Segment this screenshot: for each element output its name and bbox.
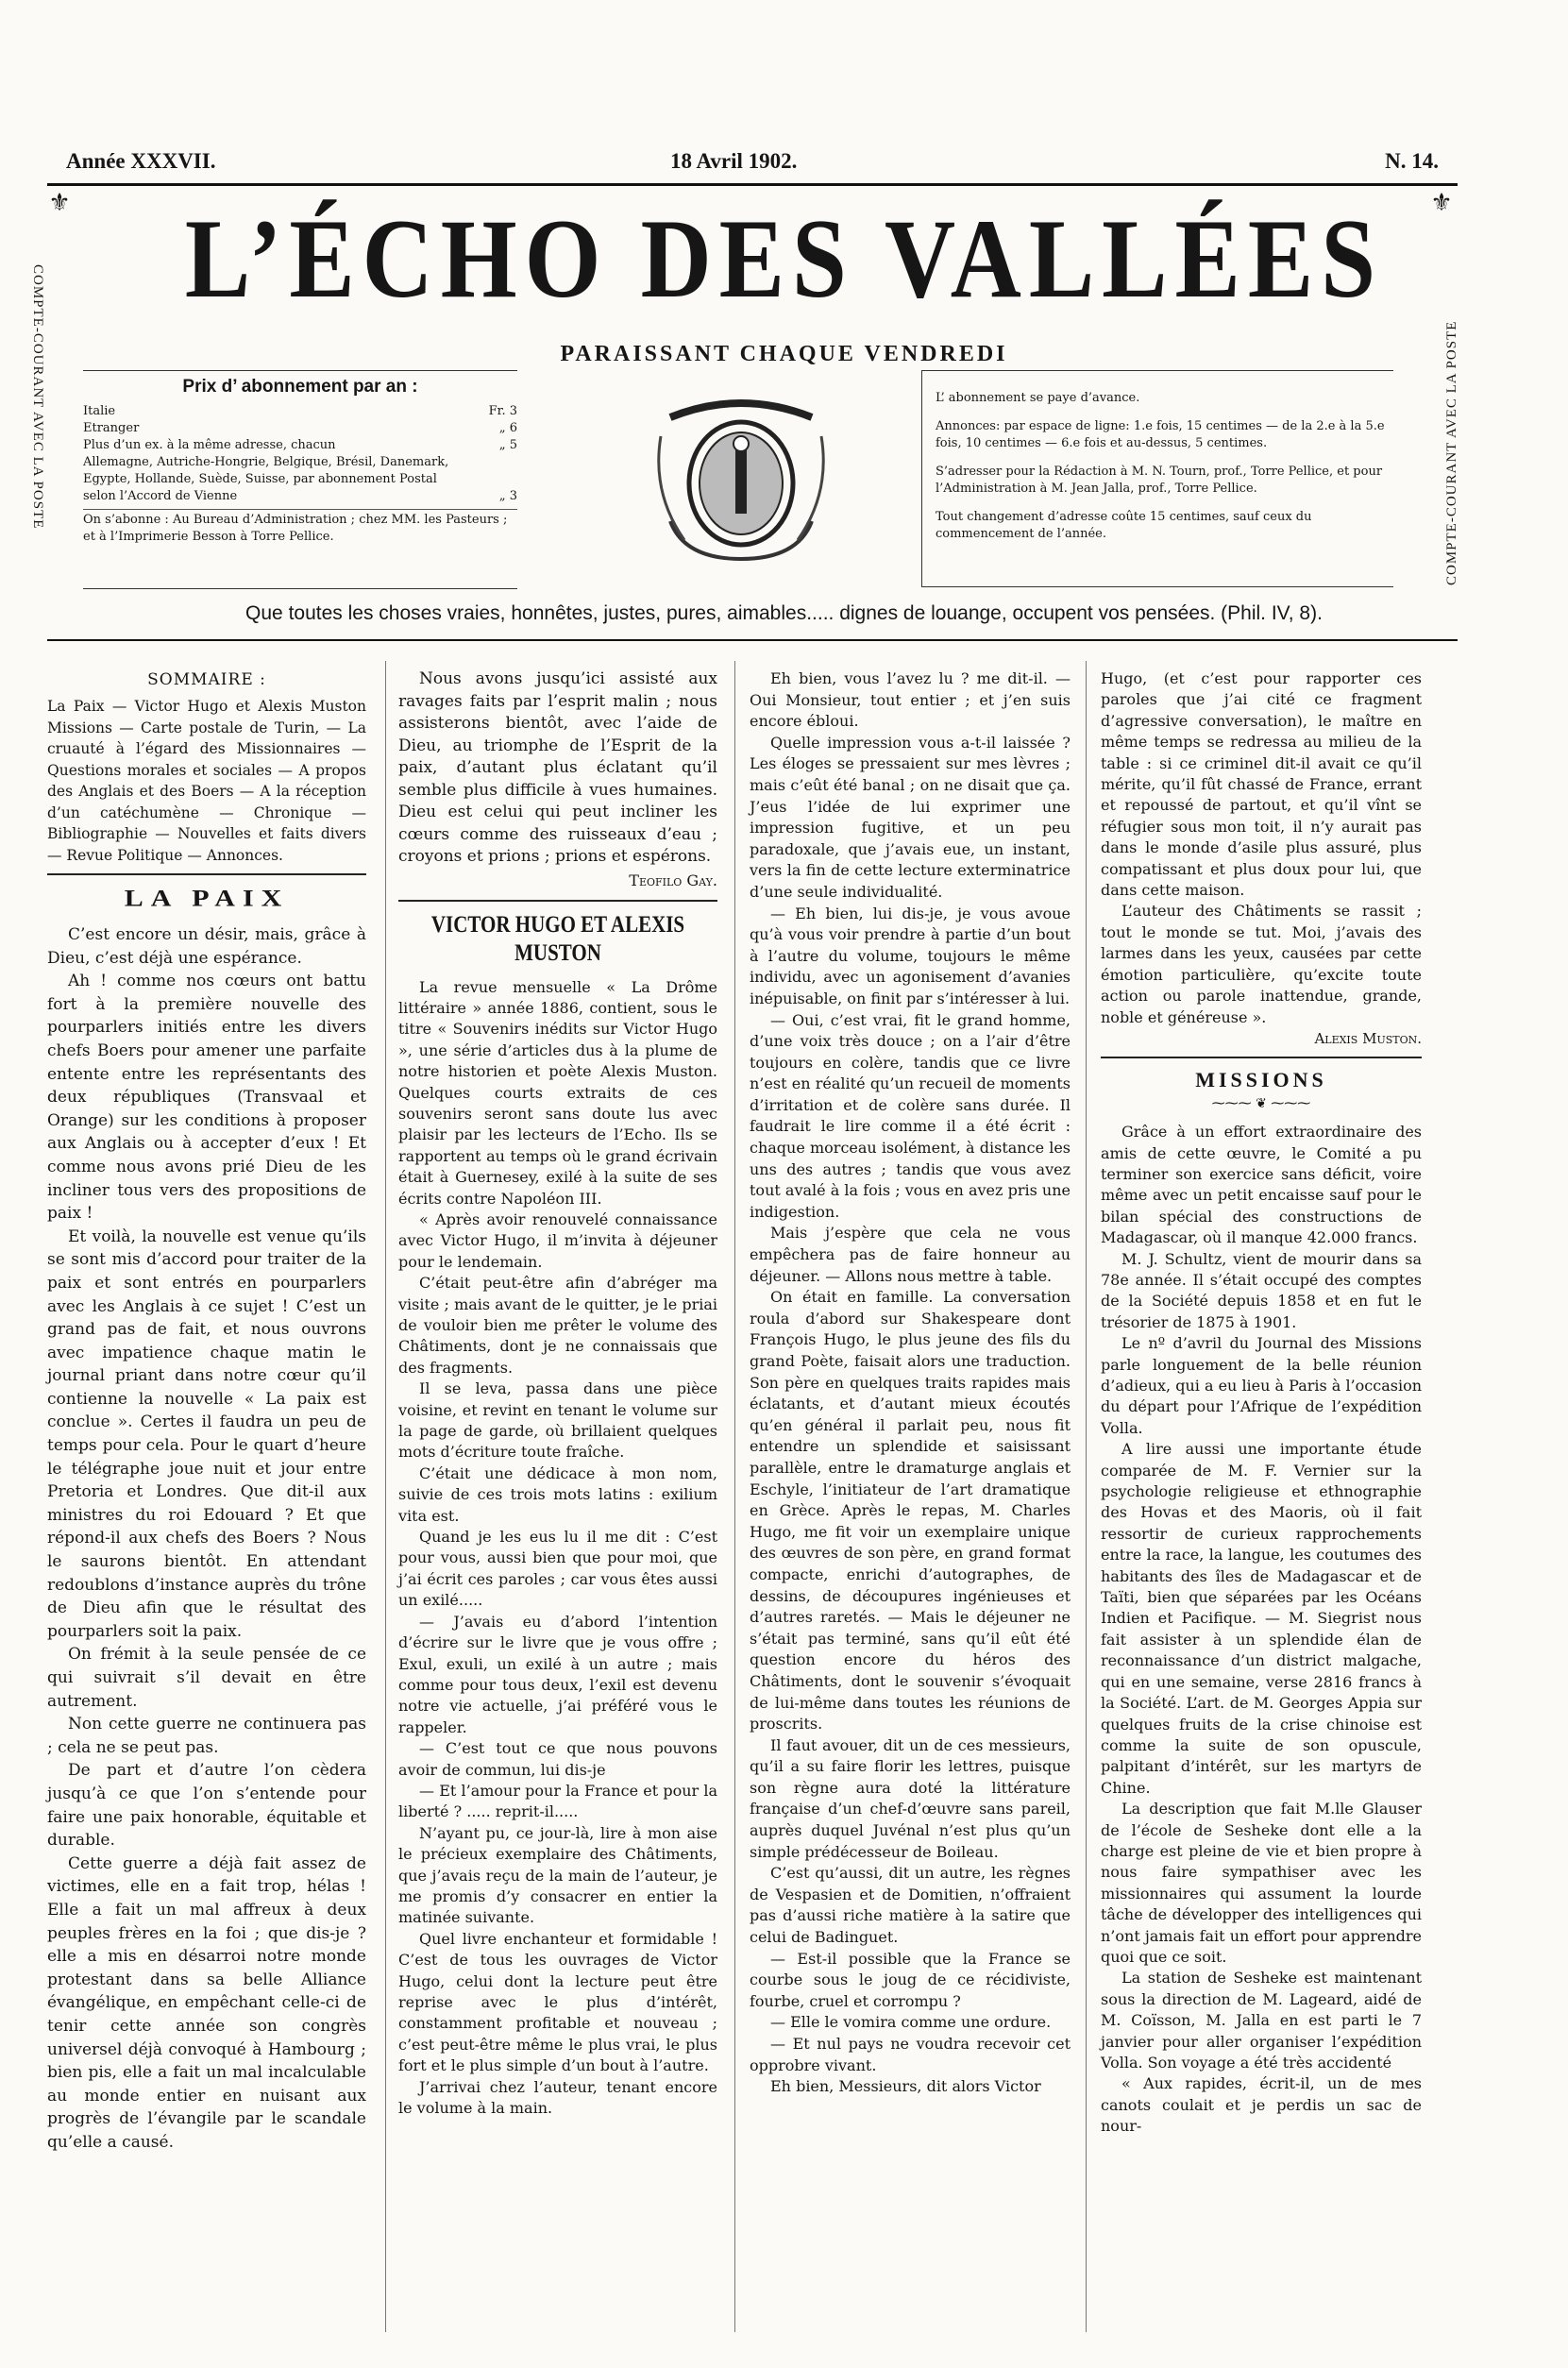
column-rule (734, 661, 735, 2332)
ornament-left-icon: ⚜ (48, 189, 71, 217)
info-line: L’ abonnement se paye d’avance. (936, 391, 1140, 405)
article-paragraph: Quand je les eus lu il me dit : C’est pour vous, aussi bien que pour moi, que j’ai écrit ces paroles ; car vous êtes aussi un exilé..... (398, 1528, 717, 1610)
tarif-label: Italie (83, 404, 116, 418)
article-paragraph: C’était peut-être afin d’abréger ma visite ; mais avant de le quitter, je le priai de vouloir bien me prêter le volume des Châtiments, dont je ne connaissais que des fragments. (398, 1274, 717, 1377)
tarif-price: „ 5 (498, 438, 517, 452)
tarif-price: „ 6 (498, 421, 517, 435)
info-line: S’adresser pour la Rédaction à M. N. Tourn, prof., Torre Pellice, et pour l’Administration à M. Jean Jalla, prof., Torre Pellice. (936, 465, 1383, 496)
info-box (921, 370, 1393, 587)
article-paragraph: « Aux rapides, écrit-il, un de mes canots coulait et je perdis un sac de nour- (1101, 2074, 1422, 2136)
article-paragraph: On frémit à la seule pensée de ce qui suivrait s’il devait en être autrement. (47, 1645, 366, 1711)
article-paragraph: J’arrivai chez l’auteur, tenant encore le volume à la main. (398, 2077, 717, 2118)
missions-heading: MISSIONS (1195, 1068, 1327, 1092)
subscription-title: Prix d’ abonnement par an : (182, 377, 418, 397)
divider (47, 873, 366, 875)
column-1 (47, 668, 366, 2154)
side-label-right: COMPTE-COURANT AVEC LA POSTE (1444, 320, 1459, 585)
column-4 (1101, 668, 1422, 2138)
article-paragraph: C’est qu’aussi, dit un autre, les règnes de Vespasien et de Domitien, n’offraient pas d’aussi riche matière à la satire que celui de Badinguet. (750, 1864, 1071, 1947)
tarif-row (83, 420, 517, 437)
article-paragraph: — Elle le vomira comme une ordure. (770, 2013, 1052, 2032)
article-paragraph: Il faut avouer, dit un de ces messieurs, qu’il a su faire florir les lettres, puisque son règne aura doté la littérature française d’un chef-d’œuvre sans pareil, auprès duquel Juvénal n’est plus qu’un simple prédécesseur de Boileau. (750, 1735, 1071, 1861)
article-paragraph: M. J. Schultz, vient de mourir dans sa 78e année. Il s’était occupé des comptes de la Société depuis 1858 et en fut le trésorier de 1875 à 1901. (1101, 1249, 1422, 1331)
tarif-label: Allemagne, Autriche-Hongrie, Belgique, Brésil, Danemark, Egypte, Hollande, Suède, Suisse, par abonnement Postal selon l’Accord de Vienne (83, 455, 449, 503)
tarif-label: Plus d’un ex. à la même adresse, chacun (83, 438, 336, 452)
article-paragraph: De part et d’autre l’on cèdera jusqu’à ce que l’on s’entende pour faire une paix honorable, équitable et durable. (47, 1761, 366, 1851)
la-paix-heading: LA PAIX (124, 885, 290, 912)
article-paragraph: « Après avoir renouvelé connaissance avec Victor Hugo, il m’invita à déjeuner pour le lendemain. (398, 1209, 717, 1271)
article-paragraph: Eh bien, Messieurs, dit alors Victor (770, 2077, 1041, 2096)
hugo-muston-article (398, 977, 717, 2120)
article-paragraph: On était en famille. La conversation roula d’abord sur Shakespeare dont François Hugo, le plus jeune des fils du grand Poète, faisait alors une traduction. Son père en quelques traits rapides mais éclatants, et d’autant mieux écoutés qu’en général il parlait peu, nous fit entendre un splendide et saisissant parallèle, entre le dramaturge anglais et Eschyle, l’initiateur de l’art dramatique en Grèce. Après le repas, M. Charles Hugo, me fit voir un exemplaire unique des œuvres de son père, en grand format compacte, enrichi d’autographes, de dessins, de découpures ingénieuses et d’autres raretés. — Mais le déjeuner ne s’était pas terminé, sans qu’il eût été question encore du héros des Châtiments, dont le souvenir s’évoquait de lui-même dans toutes les réunions de proscrits. (750, 1288, 1071, 1734)
article-paragraph: Et voilà, la nouvelle est venue qu’ils se sont mis d’accord pour traiter de la paix et sont entrés en pourparlers avec les Anglais à ce sujet ! C’est un grand pas de fait, et nous ouvrons avec impatience chaque matin le journal priant dans notre cœur qu’il contienne la nouvelle « La paix est conclue ». Certes il faudra un peu de temps pour cela. Pour le quart d’heure le télégraphe joue nuit et jour entre Pretoria et Londres. Que dit-il aux ministres du roi Edouard ? Et que répond-il aux chefs des Boers ? Nous le saurons bientôt. En attendant redoublons d’instance auprès du trône de Dieu afin que le résultat des pourparlers soit la paix. (47, 1226, 366, 1641)
la-paix-article (47, 923, 366, 2154)
masthead-title: L’ÉCHO DES VALLÉES (184, 196, 1384, 322)
column-rule (385, 661, 386, 2332)
article-paragraph: C’est encore un désir, mais, grâce à Dieu, c’est déjà une espérance. (47, 925, 366, 968)
issue-number: N. 14. (1385, 149, 1439, 173)
hugo-muston-heading: VICTOR HUGO ET ALEXIS MUSTON (430, 909, 685, 966)
article-paragraph: Eh bien, vous l’avez lu ? me dit-il. — Oui Monsieur, tout entier ; et j’en suis encore ébloui. (750, 669, 1071, 731)
flourish-icon: ⁓⁓⁓ ❦ ⁓⁓⁓ (1211, 1095, 1311, 1111)
divider (398, 900, 717, 902)
emblem-icon (642, 380, 840, 568)
article-paragraph: — Est-il possible que la France se courbe sous le joug de ce récidiviste, fourbe, cruel et corrompu ? (750, 1949, 1071, 2010)
article-paragraph: L’auteur des Châtiments se rassit ; tout le monde se tut. Moi, j’avais des larmes dans les yeux, causées par cette émotion particulière, qu’excite toute action ou parole inattendue, grande, noble et généreuse ». (1101, 902, 1422, 1026)
side-label-left: COMPTE-COURANT AVEC LA POSTE (30, 264, 45, 530)
article-paragraph: Le nº d’avril du Journal des Missions parle longuement de la belle réunion d’adieux, qui a eu lieu à Paris à l’occasion du départ pour l’Afrique de l’expédition Volla. (1101, 1334, 1422, 1437)
tarif-label: Etranger (83, 421, 140, 435)
article-paragraph: — Eh bien, lui dis-je, je vous avoue qu’à vous voir prendre à partie d’un bout à l’autre du volume, toujours le même individu, avec un agonisement d’avanies inépuisable, on finit par s’intéresser à lui. (750, 904, 1071, 1007)
sommaire-title: SOMMAIRE : (147, 670, 266, 689)
ornament-right-icon: ⚜ (1430, 189, 1453, 217)
article-paragraph: A lire aussi une importante étude comparée de M. F. Vernier sur la psychologie religieuse et ethnographie des Hovas et des Maoris, où il fait ressortir de curieux rapprochements entre la race, la langue, les coutumes des habitants des îles de Madagascar et de Taïti, bien que séparées par les Océans Indien et Pacifique. — M. Siegrist nous fait assister à un splendide élan de reconnaissance d’un district malgache, qui en une semaine, verse 2816 francs à la Société. L’art. de M. Georges Appia sur quelques fruits de la crise chinoise est comme la suite de son opuscule, palpitant d’intérêt, sur les martyrs de Chine. (1101, 1440, 1422, 1797)
masthead-motto: Que toutes les choses vraies, honnêtes, justes, pures, aimables..... dignes de louange, occupent vos pensées. (Phil. IV, 8). (245, 602, 1323, 624)
article-paragraph: Quelle impression vous a-t-il laissée ? Les éloges se pressaient sur mes lèvres ; mais c’eût été banal ; on ne disait que ça. J’eus l’idée de lui exprimer une impression fugitive, et un peu paradoxale, que j’avais eue, un instant, vers la fin de cette lecture exterminatrice d’une seule individualité. (750, 733, 1071, 901)
year-label: Année XXXVII. (66, 149, 216, 173)
article-paragraph: Ah ! comme nos cœurs ont battu fort à la première nouvelle des pourparlers initiés entre les divers chefs Boers pour amener une parfaite entente entre les représentants des deux républiques (Transvaal et Orange) sur les conditions à proposer aux Anglais ou à accepter d’eux ! Et comme nous avons prié Dieu de les incliner tous vers des propositions de paix ! (47, 972, 366, 1224)
masthead-subtitle: PARAISSANT CHAQUE VENDREDI (560, 342, 1008, 366)
tarif-row (83, 437, 517, 454)
column-rule (1086, 661, 1087, 2332)
date-label: 18 Avril 1902. (670, 149, 798, 173)
sommaire-text: La Paix — Victor Hugo et Alexis Muston Missions — Carte postale de Turin, — La cruauté à l’égard des Missionnaires — Questions morales et sociales — A propos des Anglais et des Boers — A la réception d’un catéchumène — Chronique — Bibliographie — Nouvelles et faits divers — Revue Politique — Annonces. (47, 698, 366, 864)
info-line: Tout changement d’adresse coûte 15 centimes, sauf ceux du commencement de l’année. (936, 510, 1312, 541)
article-paragraph: — Et nul pays ne voudra recevoir cet opprobre vivant. (750, 2035, 1071, 2074)
article-paragraph: C’était une dédicace à mon nom, suivie de ces trois mots latins : exilium vita est. (398, 1463, 717, 1525)
article-paragraph: — J’avais eu d’abord l’intention d’écrire sur le livre que je vous offre ; Exul, exuli, un exilé à un autre ; mais comme pour tous deux, l’exil est devenu notre vie actuelle, j’ai préféré vous le rappeler. (398, 1612, 717, 1736)
tarif-price: Fr. 3 (488, 404, 517, 418)
divider (1101, 1057, 1422, 1058)
article-paragraph: La revue mensuelle « La Drôme littéraire » année 1886, contient, sous le titre « Souvenirs inédits sur Victor Hugo », une série d’articles dus à la plume de notre historien et poète Alexis Muston. Quelques courts extraits de ces souvenirs seront sans doute lus avec plaisir par les lecteurs de l’Echo. Ils se rapportent au temps où le grand écrivain était à Guernesey, exilé à la suite de ses écrits contre Napoléon III. (398, 977, 717, 1208)
subscription-note: On s’abonne : Au Bureau d’Administration ; chez MM. les Pasteurs ; et à l’Imprimerie Besson à Torre Pellice. (83, 509, 517, 546)
article-paragraph: Il se leva, passa dans une pièce voisine, et revint en tenant le volume sur la page de garde, où brillaient quelques mots d’écriture toute fraîche. (398, 1379, 717, 1462)
signature: Teofilo Gay. (629, 871, 717, 889)
article-paragraph: Non cette guerre ne continuera pas ; cela ne se peut pas. (47, 1715, 366, 1757)
info-line: Annonces: par espace de ligne: 1.e fois, 15 centimes — de la 2.e à la 5.e fois, 10 centimes — 6.e fois et au-dessus, 5 centimes. (936, 419, 1385, 450)
tarif-row (83, 454, 517, 505)
article-paragraph: Hugo, (et c’est pour rapporter ces paroles que j’ai cité ce fragment d’agressive conversation), le maître en même temps se redressa au milieu de la table : si ce criminel dit-il avait ce qu’il mérite, qu’il fût chassé de France, errant et repoussé de partout, et qu’il vînt se réfugier sous mon toit, il n’y aurait pas dans le monde d’asile plus assuré, plus compatissant et plus doux pour lui, que dans cette maison. (1101, 669, 1422, 900)
column-2 (398, 668, 717, 2119)
article-paragraph: La station de Sesheke est maintenant sous la direction de M. Lageard, aidé de M. Coïsson, M. Jalla en est parti le 7 janvier pour aller organiser l’expédition Volla. Son voyage a été très accidenté (1101, 1969, 1422, 2072)
article-paragraph: — Et l’amour pour la France et pour la liberté ? ..... reprit-il..... (398, 1781, 717, 1821)
article-paragraph: N’ayant pu, ce jour-là, lire à mon aise le précieux exemplaire des Châtiments, que j’avais reçu de la main de l’auteur, je me promis d’y consacrer en entier la matinée suivante. (398, 1823, 717, 1927)
article-paragraph: Nous avons jusqu’ici assisté aux ravages faits par l’esprit malin ; nous assisterons bientôt, avec l’aide de Dieu, au triomphe de l’Esprit de la paix, d’autant plus éclatant qu’il semble plus difficile à vues humaines. Dieu est celui qui peut incliner les cœurs comme des ruisseaux d’eau ; croyons et prions ; prions et espérons. (398, 669, 717, 866)
column-3 (750, 668, 1071, 2098)
tarif-price: „ 3 (498, 489, 517, 503)
subscription-box (83, 370, 517, 589)
article-paragraph: — C’est tout ce que nous pouvons avoir de commun, lui dis-je (398, 1739, 717, 1779)
article-paragraph: Grâce à un effort extraordinaire des amis de cette œuvre, le Comité a pu terminer son exercice sans déficit, voire même avec un petit encaisse sauf pour le bilan spécial des constructions de Madagascar, où il manque 42.000 francs. (1101, 1123, 1422, 1247)
article-paragraph: La description que fait M.lle Glauser de l’école de Sesheke dont elle a la charge est pleine de vie et bien propre à nous faire sympathiser avec les missionnaires qui assument la lourde tâche de développer des intelligences qui n’ont jamais fait un effort pour apprendre quoi que ce soit. (1101, 1800, 1422, 1966)
article-paragraph: — Oui, c’est vrai, fit le grand homme, d’une voix très douce ; on a l’air d’être toujours en colère, tandis que ce livre n’est en réalité qu’un recueil de moments d’irritation et de colère sans durée. Il faudrait le lire comme il a été écrit : chaque morceau isolément, à distance les uns des autres ; tandis que vous avez tout avalé à la fois ; vous en avez pris une indigestion. (750, 1010, 1071, 1221)
signature: Alexis Muston. (1314, 1029, 1422, 1047)
article-paragraph: Cette guerre a déjà fait assez de victimes, elle en a fait trop, hélas ! Elle a fait un mal affreux à deux peuples frères en la foi ; que dis-je ? elle a mis en désarroi notre monde protestant dans sa belle Alliance évangélique, en empêchant celle-ci de tenir cette année son congrès universel déjà convoqué à Hambourg ; bien pis, elle a fait un mal incalculable au monde entier en nuisant aux progrès de l’évangile par le scandale qu’elle a causé. (47, 1853, 366, 2152)
article-paragraph: Mais j’espère que cela ne vous empêchera pas de faire honneur au déjeuner. — Allons nous mettre à table. (750, 1224, 1071, 1285)
article-paragraph: Quel livre enchanteur et formidable ! C’est de tous les ouvrages de Victor Hugo, celui dont la lecture peut être reprise avec le plus d’intérêt, constamment profitable et nouveau ; c’est peut-être même le plus vrai, le plus fort et le plus simple d’un bout à l’autre. (398, 1929, 717, 2075)
top-line (66, 149, 1439, 178)
tarif-row (83, 403, 517, 420)
